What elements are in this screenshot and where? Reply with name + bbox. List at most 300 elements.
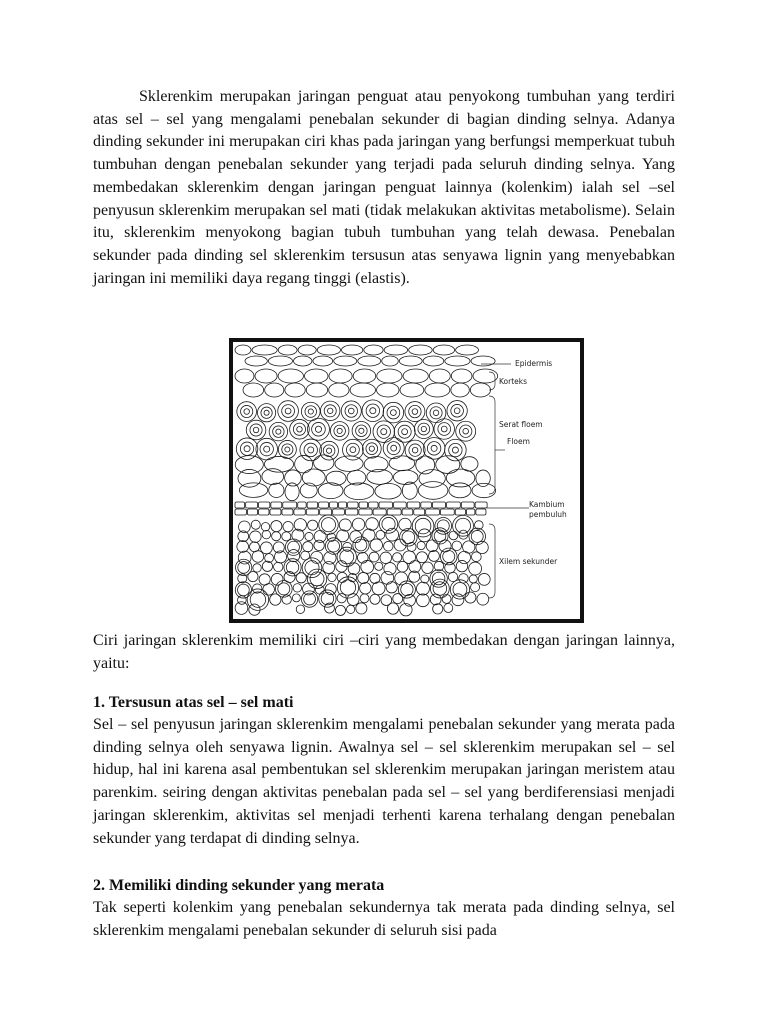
label-korteks: Korteks — [499, 377, 528, 386]
label-floem: Floem — [507, 437, 530, 446]
floem-cell — [285, 470, 302, 486]
xylem-cell — [383, 541, 393, 551]
fiber-ring — [460, 425, 472, 437]
xylem-cell — [296, 605, 304, 613]
fiber-cell — [237, 402, 257, 422]
kambium-cell — [259, 502, 270, 508]
xylem-cell — [352, 518, 364, 530]
kambium-cell — [475, 502, 487, 508]
xylem-cell — [253, 564, 261, 572]
xylem-cell — [416, 594, 429, 607]
xylem-cell — [429, 551, 440, 562]
epidermis-cells — [235, 345, 495, 366]
fiber-cell — [320, 401, 339, 420]
korteks-cell — [243, 383, 264, 397]
kambium-cell — [298, 502, 306, 508]
vessel-lumen — [402, 531, 415, 544]
epidermis-cell — [445, 356, 470, 366]
xylem-cell — [238, 551, 251, 564]
fiber-ring — [324, 405, 336, 417]
floem-cell — [239, 483, 267, 498]
fiber-lumen — [370, 408, 376, 414]
korteks-cell — [400, 383, 424, 397]
fiber-cell — [414, 420, 433, 439]
vessel-lumen — [415, 518, 431, 534]
epidermis-cell — [423, 356, 444, 366]
fiber-lumen — [390, 410, 396, 416]
kambium-cell — [283, 502, 297, 508]
fiber-cell — [373, 421, 395, 443]
vessel-lumen — [238, 562, 250, 574]
kambium-cell — [387, 509, 401, 515]
xylem-cell — [459, 574, 469, 584]
plant-stem-cross-section-figure — [229, 338, 584, 623]
xylem-cell — [305, 532, 313, 540]
fiber-lumen — [391, 445, 397, 451]
xylem-cell — [292, 529, 304, 541]
label-serat-floem: Serat floem — [499, 420, 543, 429]
xylem-cell — [323, 562, 335, 574]
kambium-cell — [461, 502, 474, 508]
fiber-ring — [366, 443, 378, 455]
epidermis-cell — [298, 345, 316, 355]
epidermis-cell — [433, 345, 454, 355]
xylem-cell — [237, 541, 249, 553]
xylem-cell — [409, 561, 421, 573]
kambium-cell — [348, 502, 358, 508]
xylem-cell — [337, 572, 347, 582]
xylem-cell — [347, 594, 359, 606]
fiber-cell — [343, 439, 364, 460]
xylem-cell — [262, 530, 271, 539]
xylem-cell — [361, 560, 374, 573]
fiber-lumen — [315, 426, 321, 432]
floem-cell — [389, 456, 415, 471]
fiber-cell — [426, 403, 446, 423]
korteks-cell — [377, 383, 399, 397]
korteks-cell — [306, 383, 327, 397]
fiber-ring — [240, 442, 253, 455]
fiber-ring — [398, 425, 411, 438]
fiber-lumen — [452, 447, 458, 453]
fiber-ring — [282, 405, 295, 418]
kambium-cell — [414, 509, 425, 515]
kambium-cell — [447, 502, 461, 508]
floem-cell — [269, 483, 284, 497]
vessel-lumen — [471, 530, 483, 542]
xylem-cell — [469, 575, 477, 583]
fiber-cell — [352, 422, 371, 441]
fiber-ring — [293, 423, 305, 435]
kambium-cells — [235, 502, 487, 515]
xylem-cell — [270, 594, 281, 605]
epidermis-cell — [235, 345, 251, 355]
xylem-cell — [337, 594, 346, 603]
korteks-cell — [329, 369, 352, 383]
fiber-lumen — [381, 429, 387, 435]
fiber-cell — [362, 439, 381, 458]
fiber-ring — [241, 405, 253, 417]
korteks-cell — [429, 369, 450, 383]
kambium-cell — [282, 509, 293, 515]
korteks-cell — [329, 383, 349, 397]
fiber-lumen — [297, 426, 302, 431]
vessel-lumen — [355, 539, 367, 551]
fiber-cell — [320, 441, 339, 460]
epidermis-cell — [382, 356, 399, 366]
kambium-cell — [402, 509, 413, 515]
kambium-cell — [466, 509, 474, 515]
xylem-cell — [348, 563, 360, 575]
xylem-cell — [376, 530, 385, 539]
xylem-cell — [328, 573, 336, 581]
xylem-cell — [308, 520, 318, 530]
xylem-cell — [358, 572, 369, 583]
fiber-ring — [305, 406, 317, 418]
fiber-lumen — [264, 410, 269, 415]
xylem-cell — [272, 532, 281, 541]
fiber-ring — [430, 407, 442, 419]
xylem-cell — [452, 594, 464, 606]
xylem-cell — [296, 573, 306, 583]
korteks-cell — [470, 383, 490, 397]
fiber-lumen — [350, 447, 356, 453]
xylem-cell — [417, 552, 428, 563]
xylem-cell — [381, 572, 394, 585]
xylem-cell — [407, 542, 416, 551]
fiber-lumen — [276, 429, 281, 434]
label-epidermis: Epidermis — [515, 359, 553, 368]
xylem-cell — [477, 593, 489, 605]
fiber-ring — [250, 424, 262, 436]
section2-paragraph: Tak seperti kolenkim yang penebalan sekundernya tak merata pada dinding selnya, sel sklerenkim mengalami penebalan sekunder di seluruh sisi pada — [93, 899, 675, 939]
xylem-cell — [442, 594, 451, 603]
fiber-lumen — [337, 428, 342, 433]
xylem-cell — [380, 552, 392, 564]
fiber-ring — [418, 423, 430, 435]
vessel-lumen — [443, 550, 455, 562]
xylem-cell — [459, 530, 468, 539]
xylem-cell — [433, 604, 443, 614]
kambium-cell — [294, 509, 305, 515]
kambium-cell — [246, 502, 258, 508]
floem-cell — [375, 483, 401, 499]
fiber-lumen — [454, 408, 460, 414]
serat-floem-cells — [236, 400, 475, 461]
korteks-cell — [255, 369, 277, 383]
epidermis-cell — [245, 356, 267, 366]
epidermis-cell — [334, 356, 357, 366]
fiber-ring — [409, 444, 421, 456]
kambium-cell — [359, 509, 372, 515]
korteks-cell — [425, 383, 450, 397]
fiber-cell — [456, 421, 476, 441]
epidermis-cell — [409, 345, 433, 355]
ciri-paragraph: Ciri jaringan sklerenkim memiliki ciri –ciri yang membedakan dengan jaringan lainnya, yaitu: — [93, 632, 675, 672]
xylem-cell — [360, 594, 369, 603]
xylem-cell — [263, 584, 275, 596]
vessel-lumen — [456, 518, 471, 533]
fiber-lumen — [431, 445, 437, 451]
floem-cell — [344, 483, 374, 500]
fiber-ring — [261, 407, 272, 418]
fiber-ring — [273, 426, 284, 437]
label-kambium: Kambium — [529, 500, 565, 509]
fiber-lumen — [308, 447, 314, 453]
cell-layers — [235, 345, 498, 616]
xylem-cell — [375, 562, 383, 570]
fiber-ring — [387, 406, 400, 419]
xylem-cell — [337, 530, 349, 542]
fiber-ring — [377, 425, 390, 438]
fiber-cell — [278, 440, 296, 458]
fiber-cell — [290, 419, 310, 439]
fiber-cell — [307, 418, 329, 440]
xylem-cell — [293, 584, 301, 592]
kambium-cell — [379, 502, 393, 508]
kambium-cell — [319, 502, 329, 508]
xylem-cell — [366, 518, 379, 531]
fiber-lumen — [463, 428, 469, 434]
xylem-cell — [387, 603, 398, 614]
xylem-cell — [471, 552, 481, 562]
kambium-cell — [394, 502, 407, 508]
fiber-lumen — [285, 408, 291, 414]
fiber-ring — [451, 404, 464, 417]
fiber-ring — [366, 404, 379, 417]
vessel-lumen — [328, 540, 340, 552]
epidermis-cell — [294, 356, 312, 366]
xylem-cell — [271, 521, 282, 532]
xylem-cell — [282, 532, 291, 541]
fiber-lumen — [359, 428, 364, 433]
xylem-cell — [452, 541, 461, 550]
floem-cell — [446, 469, 475, 487]
fiber-lumen — [412, 447, 418, 453]
xylem-cell — [248, 571, 258, 581]
xylem-cell — [311, 551, 323, 563]
fiber-ring — [334, 425, 346, 437]
xylem-cell — [261, 522, 270, 531]
fiber-ring — [409, 405, 421, 417]
fiber-ring — [449, 443, 462, 456]
xylem-cell — [372, 582, 385, 595]
floem-cell — [335, 456, 363, 471]
floem-cell — [449, 483, 471, 498]
xylem-cell — [250, 531, 262, 543]
fiber-lumen — [327, 408, 332, 413]
xylem-cell — [356, 603, 367, 614]
korteks-cell — [451, 383, 469, 397]
section1-heading: 1. Tersusun atas sel – sel mati — [93, 694, 294, 711]
kambium-cell — [455, 509, 465, 515]
fiber-lumen — [308, 409, 313, 414]
xilem-bracket — [489, 524, 495, 598]
xylem-cell — [292, 594, 300, 602]
epidermis-cell — [471, 356, 495, 366]
xylem-cell — [393, 553, 402, 562]
epidermis-cell — [364, 345, 383, 355]
fiber-ring — [346, 443, 359, 456]
xylem-cell — [386, 582, 397, 593]
xylem-cell — [422, 562, 433, 573]
floem-cell — [235, 456, 263, 474]
fiber-lumen — [441, 426, 447, 432]
fiber-cell — [394, 421, 415, 442]
kambium-cell — [235, 509, 246, 515]
floem-cell — [318, 483, 343, 499]
xylem-cell — [386, 528, 399, 541]
vessel-lumen — [340, 580, 355, 595]
korteks-cell — [350, 383, 375, 397]
xylem-cell — [449, 531, 458, 540]
xylem-cell — [430, 594, 441, 605]
xylem-cell — [370, 539, 382, 551]
fiber-lumen — [412, 409, 418, 415]
kambium-cell — [333, 509, 345, 515]
fiber-ring — [304, 443, 317, 456]
floem-cells — [235, 455, 495, 501]
xylem-cell — [369, 552, 379, 562]
fiber-lumen — [421, 426, 426, 431]
korteks-cell — [304, 369, 328, 383]
fiber-lumen — [244, 409, 250, 415]
xylem-cell — [469, 562, 482, 575]
korteks-cell — [451, 369, 472, 383]
fiber-cell — [447, 401, 467, 421]
xylem-cell — [445, 563, 456, 574]
korteks-cell — [353, 369, 376, 383]
kambium-cell — [330, 502, 338, 508]
kambium-cell — [476, 509, 486, 515]
fiber-cell — [300, 439, 322, 461]
xylem-cell — [465, 592, 476, 603]
kambium-cell — [426, 509, 440, 515]
epidermis-cell — [313, 356, 333, 366]
xylem-cell — [283, 522, 293, 532]
fiber-cell — [330, 422, 349, 441]
floem-cell — [418, 482, 448, 500]
kambium-cell — [373, 509, 386, 515]
epidermis-cell — [399, 356, 422, 366]
xylem-cell — [478, 573, 490, 585]
korteks-cell — [377, 369, 402, 383]
xylem-cell — [314, 530, 326, 542]
xylem-cell — [416, 582, 429, 595]
fiber-ring — [427, 442, 440, 455]
xylem-cell — [347, 605, 355, 613]
fiber-cell — [257, 404, 275, 422]
fiber-lumen — [253, 427, 258, 432]
vessel-lumen — [401, 583, 413, 595]
fiber-cell — [278, 401, 299, 422]
vessel-lumen — [305, 561, 319, 575]
fiber-ring — [387, 442, 400, 455]
epidermis-cell — [358, 356, 381, 366]
section1-paragraph: Sel – sel penyusun jaringan sklerenkim mengalami penebalan sekunder yang merata pada dinding selnya oleh senyawa lignin. Awalnya sel – sel sklerenkim merupakan sel – sel hidup, hal ini karena asal pembentukan sel sklerenkim merupakan jaringan meristem atau parenkim. seiring dengan aktivitas penebalan pada sel – sel yang berdiferensiasi menjadi jaringan sklerenkim, aktivitas sel menjadi terhenti karena terhalang dengan penebalan sekunder yang terdapat di dinding selnya. — [93, 716, 675, 847]
floem-cell — [238, 469, 261, 487]
vessel-lumen — [321, 518, 335, 532]
epidermis-cell — [317, 345, 340, 355]
xylem-cell — [426, 540, 438, 552]
xylem-cell — [471, 583, 480, 592]
fiber-ring — [438, 423, 451, 436]
korteks-cell — [278, 369, 303, 383]
kambium-cell — [359, 502, 368, 508]
vessel-lumen — [238, 584, 250, 596]
fiber-cell — [405, 402, 425, 422]
vessel-lumen — [433, 582, 447, 596]
intro-paragraph: Sklerenkim merupakan jaringan penguat atau penyokong tumbuhan yang terdiri atas sel – sel yang mengalami penebalan sekunder di bagian dinding selnya. Adanya dinding sekunder ini merupakan ciri khas pada jaringan yang berfungsi memperkuat tubuh tumbuhan dengan penebalan sekunder yang terjadi pada seluruh dinding selnya. Yang membedakan sklerenkim dengan jaringan penguat lainnya (kolenkim) ialah sel –sel penyusun sklerenkim merupakan sel mati (tidak melakukan aktivitas metabolisme). Selain itu, sklerenkim menyokong bagian tubuh tumbuhan yang telah dewasa. Penebalan sekunder pada dinding sel sklerenkim tersusun atas senyawa lignin yang menyebabkan jaringan ini memiliki daya regang tinggi (elastis). — [93, 88, 675, 287]
xylem-cell — [370, 594, 380, 604]
kambium-cell — [432, 502, 445, 508]
kambium-cell — [421, 502, 432, 508]
korteks-cell — [285, 383, 305, 397]
xylem-cell — [357, 552, 368, 563]
xylem-cell — [274, 562, 283, 571]
xylem-cell — [397, 561, 408, 572]
xylem-cell — [262, 561, 272, 571]
kambium-cell — [440, 509, 454, 515]
kambium-cell — [235, 502, 245, 508]
fiber-lumen — [285, 447, 290, 452]
xylem-cell — [251, 520, 260, 529]
fiber-lumen — [402, 429, 408, 435]
section2-heading: 2. Memiliki dinding sekunder yang merata — [93, 877, 385, 894]
floem-cell — [402, 482, 417, 499]
fiber-lumen — [348, 408, 354, 414]
vessel-lumen — [321, 592, 333, 604]
kambium-cell — [259, 509, 269, 515]
korteks-cell — [473, 369, 498, 383]
xylem-cell — [303, 542, 313, 552]
epidermis-cell — [341, 345, 362, 355]
fiber-ring — [345, 405, 357, 417]
xylem-cell — [260, 542, 272, 554]
xylem-cell — [339, 519, 351, 531]
korteks-cells — [235, 369, 498, 397]
vessel-lumen — [278, 583, 290, 595]
label-pembuluh: pembuluh — [529, 510, 567, 519]
xylem-cell — [384, 563, 396, 575]
vessel-lumen — [310, 572, 324, 586]
fiber-cell — [341, 401, 361, 421]
fiber-lumen — [433, 410, 438, 415]
kambium-cell — [339, 502, 347, 508]
fiber-ring — [356, 425, 368, 437]
fiber-lumen — [369, 446, 374, 451]
xylem-cell — [335, 605, 345, 615]
kambium-cell — [320, 509, 332, 515]
xylem-cell — [235, 602, 248, 615]
xylem-cell — [314, 540, 324, 550]
xylem-cell — [456, 560, 467, 571]
xilem-cells — [235, 515, 490, 616]
xylem-cell — [360, 583, 371, 594]
kambium-cell — [307, 502, 317, 508]
kambium-cell — [345, 509, 357, 515]
xylem-cell — [458, 551, 470, 563]
cross-section-diagram — [233, 342, 580, 619]
kambium-cell — [306, 509, 318, 515]
epidermis-cell — [278, 345, 297, 355]
kambium-cell — [369, 502, 378, 508]
floem-cell — [419, 470, 445, 488]
fiber-ring — [282, 444, 293, 455]
fiber-lumen — [244, 446, 250, 452]
epidermis-cell — [456, 345, 479, 355]
fiber-ring — [312, 422, 326, 436]
